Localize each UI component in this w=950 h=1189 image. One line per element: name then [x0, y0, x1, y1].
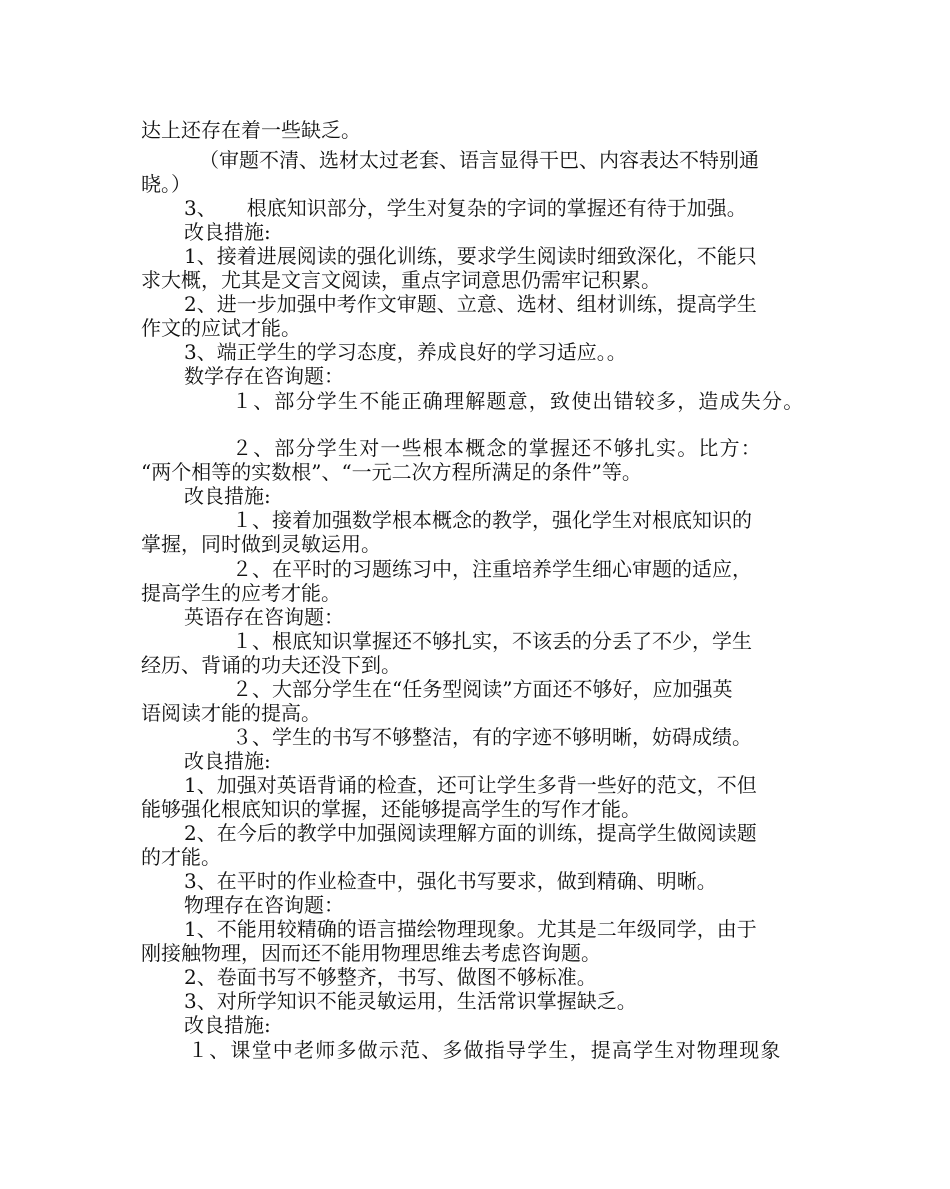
text-line: １、接着加强数学根本概念的教学，强化学生对根底知识的	[232, 508, 752, 532]
text-line: １、部分学生不能正确理解题意，致使出错较多，造成失分。	[232, 389, 805, 413]
text-line: 刚接触物理，因而还不能用物理思维去考虑咨询题。	[141, 941, 601, 965]
text-line: １、根底知识掌握还不够扎实，不该丢的分丢了不少，学生	[232, 629, 752, 653]
text-line: 晓。）	[141, 172, 191, 196]
text-line: 3、对所学知识不能灵敏运用，生活常识掌握缺乏。	[184, 989, 637, 1013]
text-line: ３、学生的书写不够整洁，有的字迹不够明晰，妨碍成绩。	[232, 725, 752, 749]
text-line: 的才能。	[141, 845, 221, 869]
text-line: “两个相等的实数根”、“一元二次方程所满足的条件”等。	[141, 460, 642, 484]
section-heading: 改良措施:	[184, 1013, 271, 1037]
text-line: 3、在平时的作业检查中，强化书写要求，做到精确、明晰。	[184, 869, 717, 893]
section-heading: 改良措施:	[184, 484, 271, 508]
text-line: 作文的应试才能。	[141, 316, 301, 340]
section-heading: 数学存在咨询题：	[184, 364, 344, 388]
text-line: 提高学生的应考才能。	[141, 581, 341, 605]
text-line: 求大概，尤其是文言文阅读，重点字词意思仍需牢记积累。	[141, 268, 661, 292]
text-line: 达上还存在着一些缺乏。	[141, 118, 361, 142]
section-heading: 英语存在咨询题：	[184, 605, 344, 629]
text-line: ２、大部分学生在“任务型阅读”方面还不够好，应加强英	[232, 677, 733, 701]
section-heading: 改良措施:	[184, 220, 271, 244]
text-line: 2、在今后的教学中加强阅读理解方面的训练，提高学生做阅读题	[184, 821, 757, 845]
text-line: 2、卷面书写不够整齐，书写、做图不够标准。	[184, 965, 597, 989]
text-line: 能够强化根底知识的掌握，还能够提高学生的写作才能。	[141, 797, 641, 821]
text-line: 1、不能用较精确的语言描绘物理现象。尤其是二年级同学，由于	[184, 917, 757, 941]
text-line: １、课堂中老师多做示范、多做指导学生，提高学生对物理现象	[188, 1038, 782, 1062]
text-line: ２、部分学生对一些根本概念的掌握还不够扎实。比方：	[232, 436, 762, 460]
text-line: 3、端正学生的学习态度，养成良好的学习适应。。	[184, 340, 627, 364]
text-line: （审题不清、选材太过老套、语言显得干巴、内容表达不特别通	[199, 148, 759, 172]
text-line: 1、加强对英语背诵的检查，还可让学生多背一些好的范文，不但	[184, 773, 757, 797]
text-line: ２、在平时的习题练习中，注重培养学生细心审题的适应，	[232, 557, 752, 581]
section-heading: 物理存在咨询题：	[184, 893, 344, 917]
text-line: 掌握，同时做到灵敏运用。	[141, 532, 381, 556]
text-line: 3、 根底知识部分，学生对复杂的字词的掌握还有待于加强。	[184, 196, 747, 220]
text-line: 2、进一步加强中考作文审题、立意、选材、组材训练，提高学生	[184, 292, 757, 316]
text-line: 语阅读才能的提高。	[141, 701, 321, 725]
text-line: 1、接着进展阅读的强化训练，要求学生阅读时细致深化，不能只	[184, 244, 757, 268]
text-line: 经历、背诵的功夫还没下到。	[141, 653, 401, 677]
section-heading: 改良措施:	[184, 749, 271, 773]
